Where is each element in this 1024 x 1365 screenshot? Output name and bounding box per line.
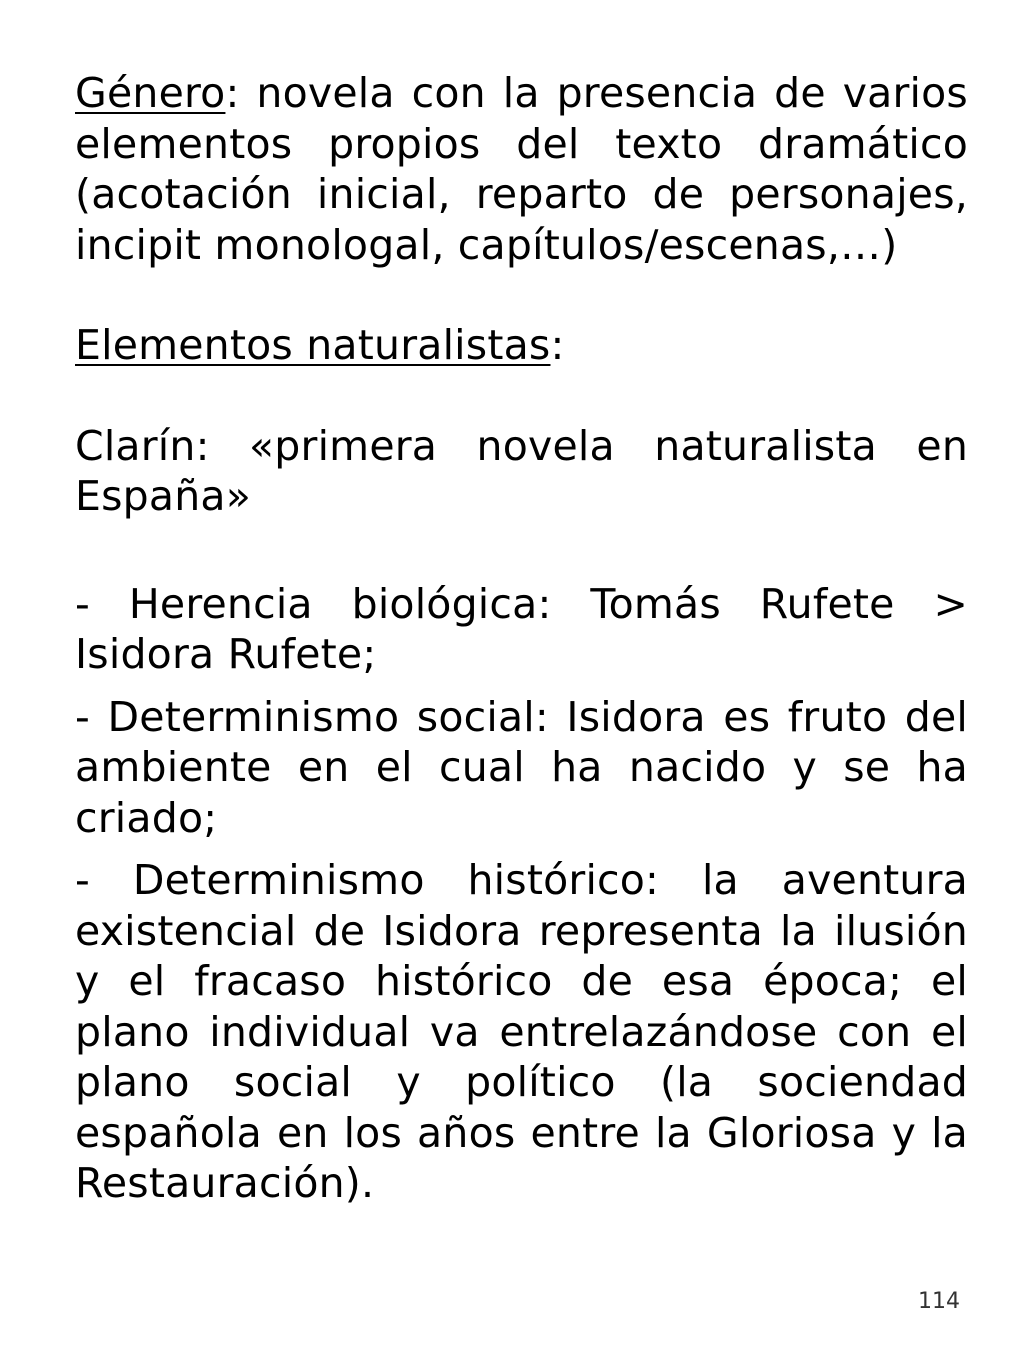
elementos-term: Elementos naturalistas bbox=[75, 321, 551, 369]
list-item-herencia: - Herencia biológica: Tomás Rufete > Isidora Rufete; bbox=[75, 579, 968, 678]
genero-paragraph bbox=[75, 68, 968, 270]
list-item-determinismo-historico: - Determinismo histórico: la aventura existencial de Isidora representa la ilusión y el fracaso histórico de esa época; el plano individual va entrelazándose con el plano social y político (la sociendad española en los años entre la Gloriosa y la Restauración). bbox=[75, 856, 968, 1207]
elementos-heading bbox=[75, 320, 968, 371]
elementos-suffix: : bbox=[550, 321, 565, 369]
genero-text: : novela con la presencia de varios elementos propios del texto dramático (acotación inicial, reparto de personajes, incipit monologal, capítulos/escenas,…) bbox=[75, 69, 968, 269]
page-number: 114 bbox=[918, 1289, 960, 1314]
clarin-quote: Clarín: «primera novela naturalista en España» bbox=[75, 421, 968, 520]
slide-body bbox=[75, 68, 968, 1209]
genero-term: Género bbox=[75, 69, 226, 117]
list-item-determinismo-social: - Determinismo social: Isidora es fruto del ambiente en el cual ha nacido y se ha criado; bbox=[75, 692, 968, 842]
